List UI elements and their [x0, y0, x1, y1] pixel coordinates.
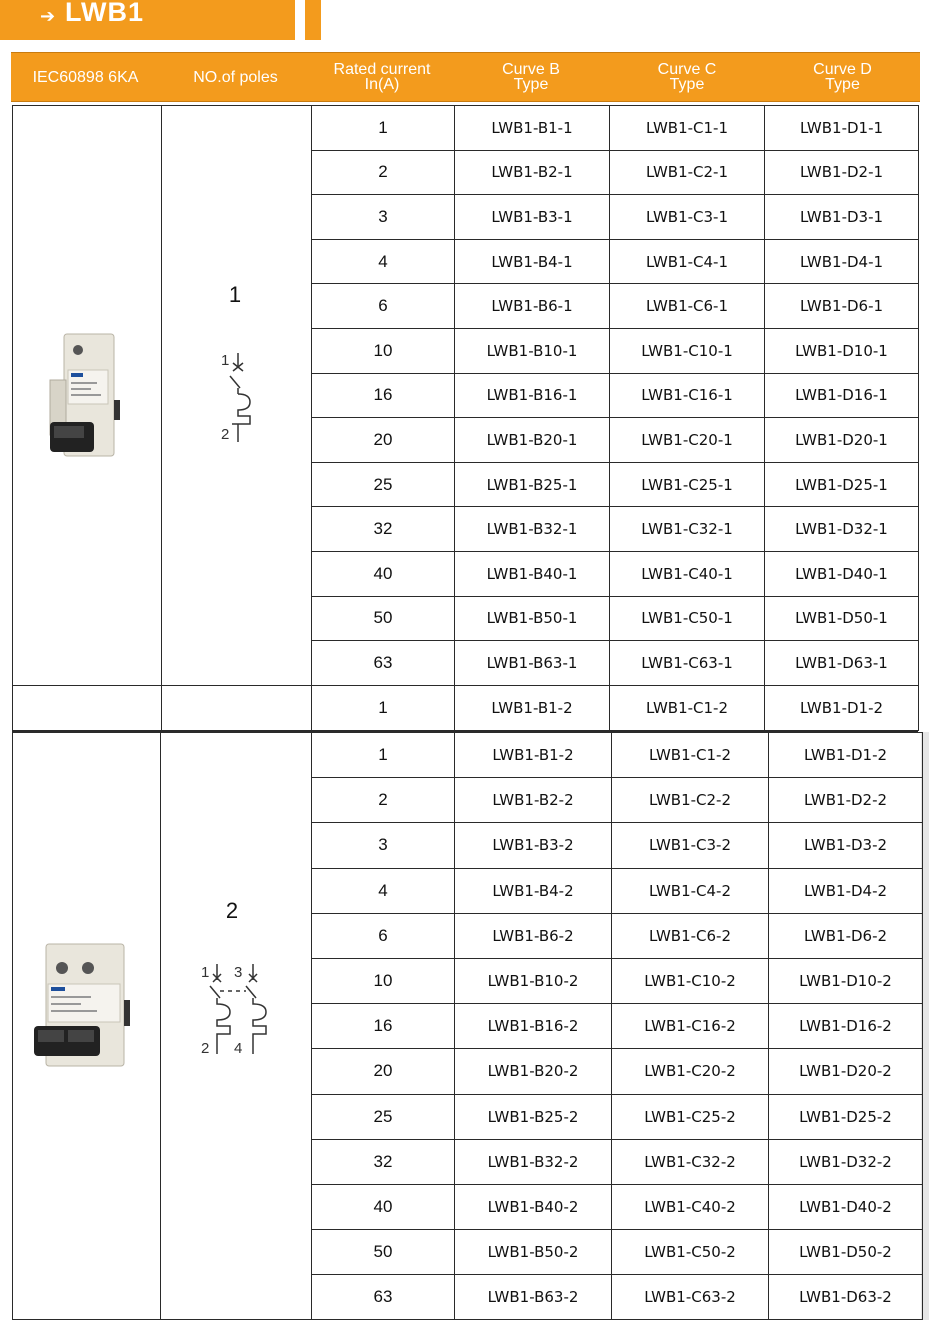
curve-c-cell: LWB1-C50-1 — [610, 596, 765, 641]
curve-d-cell: LWB1-D20-1 — [765, 418, 919, 463]
header-standard: IEC60898 6KA — [32, 68, 139, 86]
curve-b-cell: LWB1-B32-2 — [455, 1139, 612, 1184]
curve-b-cell: LWB1-B63-2 — [455, 1275, 612, 1320]
curve-b-cell: LWB1-B32-1 — [455, 507, 610, 552]
curve-c-cell: LWB1-C63-1 — [610, 641, 765, 686]
curve-b-cell: LWB1-B2-2 — [455, 778, 612, 823]
curve-c-cell: LWB1-C40-1 — [610, 551, 765, 596]
rated-current-cell: 40 — [312, 1184, 455, 1229]
curve-c-cell: LWB1-C1-1 — [610, 106, 765, 151]
rated-current-cell: 25 — [312, 1094, 455, 1139]
curve-c-cell: LWB1-C3-1 — [610, 195, 765, 240]
curve-d-cell: LWB1-D10-1 — [765, 328, 919, 373]
rated-current-cell: 3 — [312, 823, 455, 868]
rated-current-cell: 2 — [312, 150, 455, 195]
rated-current-cell: 50 — [312, 1230, 455, 1275]
table-row — [13, 686, 919, 731]
header-rated-current: Rated current In(A) — [333, 61, 431, 93]
curve-d-cell: LWB1-D63-2 — [769, 1275, 923, 1320]
curve-b-cell: LWB1-B40-2 — [455, 1184, 612, 1229]
curve-c-cell: LWB1-C4-1 — [610, 239, 765, 284]
rated-current-cell: 4 — [312, 239, 455, 284]
curve-b-cell: LWB1-B4-1 — [455, 239, 610, 284]
curve-c-cell: LWB1-C4-2 — [612, 868, 769, 913]
curve-b-cell: LWB1-B4-2 — [455, 868, 612, 913]
rated-current-cell: 4 — [312, 868, 455, 913]
curve-b-cell: LWB1-B10-1 — [455, 328, 610, 373]
terminal-2-label: 2 — [221, 426, 230, 443]
double-pole-wiring-symbol — [196, 960, 276, 1060]
curve-d-cell: LWB1-D16-2 — [769, 1004, 923, 1049]
curve-d-cell: LWB1-D50-2 — [769, 1230, 923, 1275]
curve-c-cell: LWB1-C16-2 — [612, 1004, 769, 1049]
rated-current-cell: 40 — [312, 551, 455, 596]
header-poles: NO.of poles — [193, 68, 278, 86]
rated-current-cell: 16 — [312, 1004, 455, 1049]
terminal-1-label: 1 — [201, 964, 210, 981]
curve-c-cell: LWB1-C40-2 — [612, 1184, 769, 1229]
curve-d-cell: LWB1-D4-2 — [769, 868, 923, 913]
header-curve-b: Curve B Type — [502, 61, 560, 93]
curve-c-cell: LWB1-C10-2 — [612, 958, 769, 1003]
rated-current-cell: 63 — [312, 641, 455, 686]
curve-c-cell: LWB1-C20-2 — [612, 1049, 769, 1094]
arrow-right-icon: ➔ — [40, 6, 56, 26]
curve-b-cell: LWB1-B3-2 — [455, 823, 612, 868]
table-row — [13, 733, 923, 778]
pole-count-1: 1 — [228, 282, 242, 307]
rated-current-cell: 10 — [312, 328, 455, 373]
rated-current-cell: 6 — [312, 913, 455, 958]
breaker-2-pole-icon — [32, 940, 132, 1070]
curve-b-cell: LWB1-B25-2 — [455, 1094, 612, 1139]
rated-current-cell: 10 — [312, 958, 455, 1003]
curve-d-cell: LWB1-D16-1 — [765, 373, 919, 418]
curve-d-cell: LWB1-D40-2 — [769, 1184, 923, 1229]
curve-b-cell: LWB1-B63-1 — [455, 641, 610, 686]
curve-c-cell: LWB1-C2-1 — [610, 150, 765, 195]
page-title: LWB1 — [65, 0, 145, 27]
table-header — [11, 52, 920, 102]
empty-cell — [13, 686, 162, 731]
curve-b-cell: LWB1-B50-2 — [455, 1230, 612, 1275]
curve-b-cell: LWB1-B20-2 — [455, 1049, 612, 1094]
curve-d-cell: LWB1-D1-2 — [769, 733, 923, 778]
empty-cell — [162, 686, 312, 731]
header-curve-d: Curve D Type — [813, 61, 872, 93]
curve-b-cell: LWB1-B3-1 — [455, 195, 610, 240]
curve-d-cell: LWB1-D1-1 — [765, 106, 919, 151]
title-accent-bar — [305, 0, 321, 40]
rated-current-cell: 2 — [312, 778, 455, 823]
terminal-1-label: 1 — [221, 352, 230, 369]
curve-d-cell: LWB1-D63-1 — [765, 641, 919, 686]
curve-b-cell: LWB1-B50-1 — [455, 596, 610, 641]
curve-d-cell: LWB1-D2-1 — [765, 150, 919, 195]
curve-d-cell: LWB1-D32-2 — [769, 1139, 923, 1184]
curve-b-cell: LWB1-B2-1 — [455, 150, 610, 195]
rated-current-cell: 1 — [312, 106, 455, 151]
title-tab — [0, 0, 295, 40]
curve-b-cell: LWB1-B6-1 — [455, 284, 610, 329]
rated-current-cell: 32 — [312, 507, 455, 552]
overlap-row-table — [12, 685, 919, 731]
curve-c-cell: LWB1-C1-2 — [610, 686, 765, 731]
rated-current-cell: 20 — [312, 418, 455, 463]
section-1-pole-table — [12, 105, 919, 686]
curve-d-cell: LWB1-D25-2 — [769, 1094, 923, 1139]
rated-current-cell: 50 — [312, 596, 455, 641]
terminal-2-label: 2 — [201, 1040, 210, 1057]
curve-b-cell: LWB1-B25-1 — [455, 462, 610, 507]
curve-c-cell: LWB1-C10-1 — [610, 328, 765, 373]
curve-b-cell: LWB1-B1-2 — [455, 686, 610, 731]
curve-c-cell: LWB1-C20-1 — [610, 418, 765, 463]
curve-b-cell: LWB1-B1-2 — [455, 733, 612, 778]
rated-current-cell: 1 — [312, 733, 455, 778]
curve-c-cell: LWB1-C6-1 — [610, 284, 765, 329]
section-2-body — [13, 733, 923, 1320]
pole-count-2: 2 — [225, 898, 239, 923]
curve-d-cell: LWB1-D10-2 — [769, 958, 923, 1003]
curve-b-cell: LWB1-B10-2 — [455, 958, 612, 1003]
rated-current-cell: 32 — [312, 1139, 455, 1184]
curve-c-cell: LWB1-C2-2 — [612, 778, 769, 823]
section-1-body — [13, 106, 919, 686]
curve-d-cell: LWB1-D25-1 — [765, 462, 919, 507]
rated-current-cell: 6 — [312, 284, 455, 329]
curve-c-cell: LWB1-C32-1 — [610, 507, 765, 552]
curve-d-cell: LWB1-D50-1 — [765, 596, 919, 641]
curve-d-cell: LWB1-D2-2 — [769, 778, 923, 823]
curve-c-cell: LWB1-C50-2 — [612, 1230, 769, 1275]
rated-current-cell: 25 — [312, 462, 455, 507]
curve-b-cell: LWB1-B1-1 — [455, 106, 610, 151]
curve-d-cell: LWB1-D6-2 — [769, 913, 923, 958]
single-pole-wiring-symbol — [210, 350, 260, 445]
curve-b-cell: LWB1-B16-2 — [455, 1004, 612, 1049]
curve-b-cell: LWB1-B6-2 — [455, 913, 612, 958]
curve-d-cell: LWB1-D4-1 — [765, 239, 919, 284]
rated-current-cell: 63 — [312, 1275, 455, 1320]
rated-current-cell: 1 — [312, 686, 455, 731]
header-curve-c: Curve C Type — [657, 61, 717, 93]
curve-c-cell: LWB1-C1-2 — [612, 733, 769, 778]
curve-c-cell: LWB1-C32-2 — [612, 1139, 769, 1184]
curve-d-cell: LWB1-D6-1 — [765, 284, 919, 329]
curve-d-cell: LWB1-D3-2 — [769, 823, 923, 868]
rated-current-cell: 20 — [312, 1049, 455, 1094]
table-row — [13, 106, 919, 151]
breaker-1-pole-icon — [44, 330, 122, 460]
section-2-pole-table — [12, 732, 923, 1320]
curve-b-cell: LWB1-B20-1 — [455, 418, 610, 463]
curve-b-cell: LWB1-B16-1 — [455, 373, 610, 418]
curve-c-cell: LWB1-C6-2 — [612, 913, 769, 958]
curve-d-cell: LWB1-D20-2 — [769, 1049, 923, 1094]
curve-c-cell: LWB1-C25-1 — [610, 462, 765, 507]
curve-b-cell: LWB1-B40-1 — [455, 551, 610, 596]
rated-current-cell: 3 — [312, 195, 455, 240]
curve-c-cell: LWB1-C3-2 — [612, 823, 769, 868]
terminal-4-label: 4 — [234, 1040, 243, 1057]
curve-c-cell: LWB1-C63-2 — [612, 1275, 769, 1320]
terminal-3-label: 3 — [234, 964, 243, 981]
curve-d-cell: LWB1-D3-1 — [765, 195, 919, 240]
curve-d-cell: LWB1-D40-1 — [765, 551, 919, 596]
curve-d-cell: LWB1-D1-2 — [765, 686, 919, 731]
curve-c-cell: LWB1-C25-2 — [612, 1094, 769, 1139]
curve-d-cell: LWB1-D32-1 — [765, 507, 919, 552]
curve-c-cell: LWB1-C16-1 — [610, 373, 765, 418]
rated-current-cell: 16 — [312, 373, 455, 418]
